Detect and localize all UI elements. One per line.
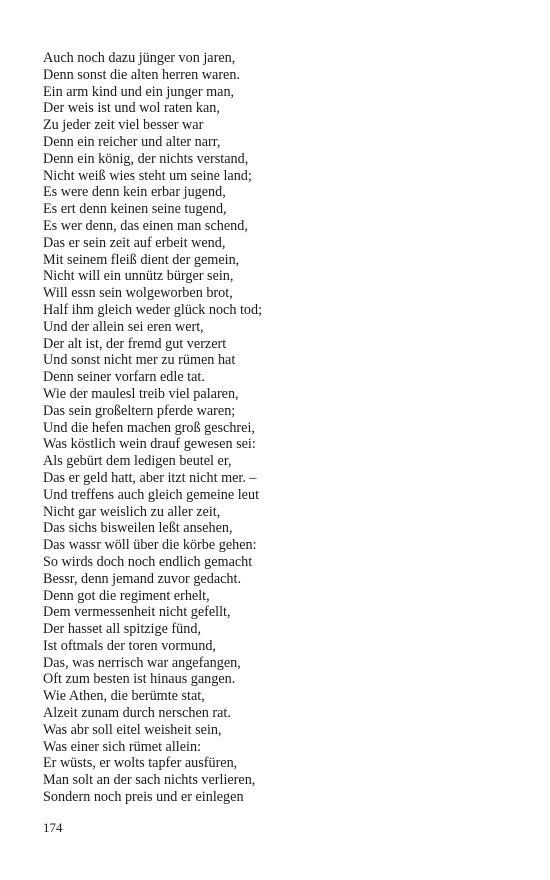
poem-line: Der hasset all spitzige fünd, <box>43 621 201 638</box>
poem-line: Nicht gar weislich zu aller zeit, <box>43 503 221 520</box>
poem-line: Als gebürt dem ledigen beutel er, <box>43 453 232 470</box>
poem-line: Wie Athen, die berümte stat, <box>43 688 205 705</box>
poem-line: Alzeit zunam durch nerschen rat. <box>43 705 231 722</box>
page-number: 174 <box>43 820 63 835</box>
poem-line: Nicht will ein unnütz bürger sein, <box>43 268 234 285</box>
poem-line: Oft zum besten ist hinaus gangen. <box>43 671 236 688</box>
poem-line: Denn ein reicher und alter narr, <box>43 133 221 150</box>
poem-line: Was köstlich wein drauf gewesen sei: <box>43 436 256 453</box>
poem-line: Half ihm gleich weder glück noch tod; <box>43 301 263 318</box>
poem-line: Das er sein zeit auf erbeit wend, <box>43 234 226 251</box>
poem-line: Der alt ist, der fremd gut verzert <box>43 335 227 352</box>
poem-line: Denn seiner vorfarn edle tat. <box>43 369 205 386</box>
poem-line: Wie der maulesl treib viel palaren, <box>43 385 239 402</box>
poem-line: Der weis ist und wol raten kan, <box>43 100 220 117</box>
poem-line: Man solt an der sach nichts verlieren, <box>43 772 256 789</box>
poem-line: Das sichs bisweilen leßt ansehen, <box>43 520 233 537</box>
poem-line: Ist oftmals der toren vormund, <box>43 637 216 654</box>
poem-line: Denn ein könig, der nichts verstand, <box>43 150 249 167</box>
poem-line: Er wüsts, er wolts tapfer ausfüren, <box>43 755 238 772</box>
poem-line: Denn sonst die alten herren waren. <box>43 66 240 83</box>
poem-line: So wirds doch noch endlich gemacht <box>43 553 253 570</box>
poem-line: Das, was nerrisch war angefangen, <box>43 654 241 671</box>
poem-line: Und die hefen machen groß geschrei, <box>43 419 255 436</box>
poem-line: Ein arm kind und ein junger man, <box>43 83 235 100</box>
poem-line: Auch noch dazu jünger von jaren, <box>43 50 236 66</box>
poem-line: Und der allein sei eren wert, <box>43 318 204 335</box>
poem-line: Und treffens auch gleich gemeine leut <box>43 486 260 503</box>
poem-line: Das wassr wöll über die körbe gehen: <box>43 537 257 554</box>
poem-line: Und sonst nicht mer zu rümen hat <box>43 352 236 369</box>
poem-line: Es were denn kein erbar jugend, <box>43 184 226 201</box>
poem-line: Zu jeder zeit viel besser war <box>43 117 204 134</box>
poem-line: Was einer sich rümet allein: <box>43 738 202 755</box>
poem-line: Es ert denn keinen seine tugend, <box>43 201 227 218</box>
poem-line: Was abr soll eitel weisheit sein, <box>43 721 222 738</box>
poem-line: Dem vermessenheit nicht gefellt, <box>43 604 231 621</box>
poem-line: Will essn sein wolgeworben brot, <box>43 285 233 302</box>
poem-line: Das er geld hatt, aber itzt nicht mer. – <box>43 469 257 486</box>
poem-line: Sondern noch preis und er einlegen <box>43 789 244 806</box>
poem-line: Denn got die regiment erhelt, <box>43 587 210 604</box>
poem-line: Nicht weiß wies steht um seine land; <box>43 167 252 184</box>
poem-line: Bessr, denn jemand zuvor gedacht. <box>43 570 241 587</box>
poem-text <box>43 50 262 806</box>
poem-line: Mit seinem fleiß dient der gemein, <box>43 251 240 268</box>
poem-line: Es wer denn, das einen man schend, <box>43 217 248 234</box>
poem-line: Das sein großeltern pferde waren; <box>43 402 236 419</box>
